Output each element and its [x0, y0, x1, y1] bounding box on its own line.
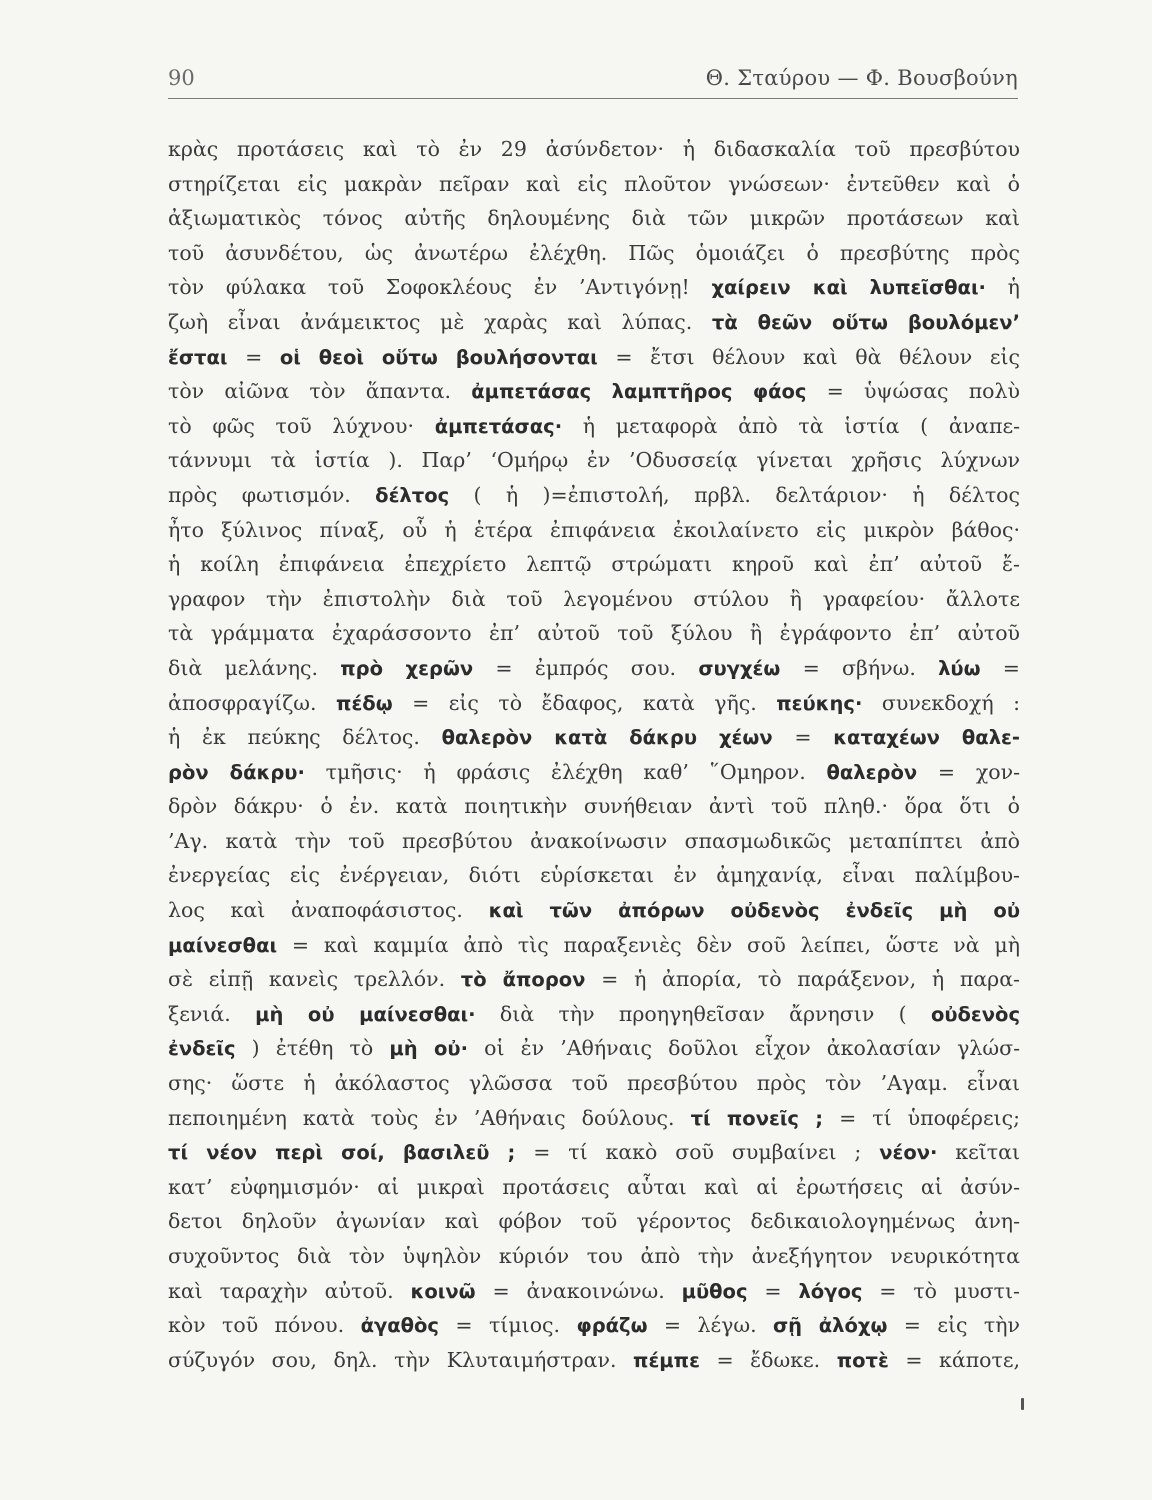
text-run: λος καὶ ἀναποφάσιστος.: [168, 898, 489, 923]
text-run: κεῖται: [937, 1140, 1020, 1165]
lemma-term: πέδῳ: [336, 691, 393, 715]
text-run: ’Αγ. κατὰ τὴν τοῦ πρεσβύτου ἀνακοίνωσιν σπασμωδικῶς μεταπίπτει ἀπὸ: [168, 828, 1020, 853]
lemma-term: λύω: [938, 656, 981, 680]
text-run: κατ’ εὐφημισμόν· αἱ μικραὶ προτάσεις αὗται καὶ αἱ ἐρωτήσεις αἱ ἀσύν-: [168, 1174, 1020, 1199]
text-run: = λέγω.: [647, 1313, 773, 1338]
text-line: [168, 305, 1020, 340]
text-run: = χον-: [917, 759, 1021, 784]
text-run: δρὸν δάκρυ· ὁ ἐν. κατὰ ποιητικὴν συνήθειαν ἀντὶ τοῦ πληθ.· ὅρα ὅτι ὁ: [168, 794, 1020, 819]
lemma-term: ἔσται: [168, 345, 228, 369]
text-run: =: [747, 1278, 799, 1303]
text-run: κὸν τοῦ πόνου.: [168, 1313, 361, 1338]
lemma-term: μὴ οὐ·: [389, 1037, 468, 1061]
text-line: [168, 1066, 1020, 1101]
text-run: = καὶ καμμία ἀπὸ τὶς παραξενιὲς δὲν σοῦ λείπει, ὥστε νὰ μὴ: [277, 932, 1020, 957]
page-number: 90: [168, 66, 195, 90]
lemma-term: θαλερὸν: [826, 760, 918, 784]
commentary-text: [168, 132, 1020, 1377]
lemma-term: νέον·: [879, 1141, 938, 1165]
text-run: ζωὴ εἶναι ἀνάμεικτος μὲ χαρὰς καὶ λύπας.: [168, 309, 712, 334]
text-run: = ἡ ἀπορία, τὸ παράξενον, ἡ παρα-: [585, 967, 1020, 992]
text-run: σύζυγόν σου, δηλ. τὴν Κλυταιμήστραν.: [168, 1347, 634, 1372]
text-run: συχοῦντος διὰ τὸν ὑψηλὸν κύριόν του ἀπὸ τὴν ἀνεξήγητον νευρικότητα: [168, 1244, 1020, 1268]
text-line: [168, 928, 1020, 963]
text-line: [168, 478, 1020, 513]
text-line: [168, 167, 1020, 202]
text-run: τὰ γράμματα ἐχαράσσοντο ἐπ’ αὐτοῦ τοῦ ξύλου ἢ ἐγράφοντο ἐπ’ αὐτοῦ: [168, 621, 1020, 646]
text-line: [168, 236, 1020, 271]
lemma-term: ἀγαθὸς: [360, 1314, 439, 1338]
text-line: [168, 374, 1020, 409]
lemma-term: χαίρειν καὶ λυπεῖσθαι·: [711, 276, 986, 300]
text-run: = ἐμπρός σου.: [473, 655, 699, 680]
text-run: διὰ τὴν προηγηθεῖσαν ἄρνησιν (: [475, 1001, 931, 1026]
text-run: = σβήνω.: [780, 655, 939, 680]
text-run: = τί ὑποφέρεις;: [823, 1105, 1020, 1130]
text-run: = ὑψώσας πολὺ: [806, 379, 1020, 404]
text-run: καὶ ταραχὴν αὐτοῦ.: [168, 1278, 411, 1303]
text-line: [168, 651, 1020, 686]
text-run: συνεκδοχή :: [862, 690, 1020, 715]
text-line: [168, 686, 1020, 721]
lemma-term: ἀμπετάσας λαμπτῆρος φάος: [471, 380, 807, 404]
text-line: [168, 1204, 1020, 1239]
lemma-term: τί νέον περὶ σοί, βασιλεῦ ;: [168, 1141, 516, 1165]
text-line: [168, 409, 1020, 444]
lemma-term: πέμπε: [633, 1348, 700, 1372]
lemma-term: ποτὲ: [836, 1348, 889, 1372]
lemma-term: σῇ ἀλόχῳ: [773, 1314, 888, 1338]
text-run: ξενιά.: [168, 1001, 256, 1026]
text-run: ἡ: [985, 275, 1020, 300]
text-line: [168, 616, 1020, 651]
text-run: τάννυμι τὰ ἱστία ). Παρ’ ‘Ομήρῳ ἐν ’Οδυσσείᾳ γίνεται χρῆσις λύχνων: [168, 448, 1020, 473]
text-run: σὲ εἰπῇ κανεὶς τρελλόν.: [168, 967, 461, 992]
text-run: ἡ μεταφορὰ ἀπὸ τὰ ἱστία ( ἀναπε-: [562, 413, 1020, 438]
text-run: ἡ κοίλη ἐπιφάνεια ἐπεχρίετο λεπτῷ στρώματι κηροῦ καὶ ἐπ’ αὐτοῦ ἔ-: [168, 552, 1020, 577]
lemma-term: μῦθος: [681, 1279, 748, 1303]
lemma-term: οὐδενὸς: [930, 1002, 1021, 1026]
text-run: ἦτο ξύλινος πίναξ, οὗ ἡ ἑτέρα ἐπιφάνεια ἐκοιλαίνετο εἰς μικρὸν βάθος·: [168, 517, 1020, 542]
text-run: =: [772, 725, 834, 750]
text-run: τοῦ ἀσυνδέτου, ὡς ἀνωτέρω ἐλέχθη. Πῶς ὁμοιάζει ὁ πρεσβύτης πρὸς: [168, 240, 1020, 265]
text-line: [168, 1274, 1020, 1309]
running-head: Θ. Σταύρου — Φ. Βουσβούνη: [705, 66, 1018, 90]
margin-mark: [1021, 1398, 1024, 1410]
lemma-term: τὸ ἄπορον: [460, 968, 586, 992]
text-line: [168, 201, 1020, 236]
text-run: κρὰς προτάσεις καὶ τὸ ἐν 29 ἀσύνδετον· ἡ διδασκαλία τοῦ πρεσβύτου: [168, 137, 1020, 161]
text-run: τμῆσις· ἡ φράσις ἐλέχθη καθ’ ῞Ομηρον.: [304, 759, 827, 784]
text-run: δετοι δηλοῦν ἀγωνίαν καὶ φόβον τοῦ γέροντος δεδικαιολογημένως ἀνη-: [168, 1209, 1020, 1234]
text-line: [168, 720, 1020, 755]
lemma-term: κοινῶ: [410, 1279, 476, 1303]
text-line: [168, 1170, 1020, 1205]
text-run: ἐνεργείας εἰς ἐνέργειαν, διότι εὑρίσκεται ἐν ἀμηχανίᾳ, εἶναι παλίμβου-: [168, 863, 1020, 888]
text-run: διὰ μελάνης.: [168, 655, 341, 680]
lemma-term: καταχέων θαλε-: [833, 726, 1020, 750]
text-run: ἡ ἐκ πεύκης δέλτος.: [168, 725, 442, 750]
text-run: τὸ φῶς τοῦ λύχνου·: [168, 413, 435, 438]
lemma-term: λόγος: [798, 1279, 863, 1303]
text-run: τὸν φύλακα τοῦ Σοφοκλέους ἐν ’Αντιγόνῃ!: [168, 275, 712, 300]
text-line: [168, 1308, 1020, 1343]
text-line: [168, 962, 1020, 997]
text-run: = ἀνακοινώνω.: [475, 1278, 682, 1303]
text-line: [168, 340, 1020, 375]
text-run: ἀξιωματικὸς τόνος αὐτῆς δηλουμένης διὰ τῶν μικρῶν προτάσεων καὶ: [168, 206, 1020, 231]
lemma-term: καὶ τῶν ἀπόρων οὐδενὸς ἐνδεῖς μὴ οὐ: [488, 899, 1020, 923]
text-run: = εἰς τὸ ἔδαφος, κατὰ γῆς.: [392, 690, 777, 715]
page-header: [168, 66, 1018, 96]
text-line: [168, 789, 1020, 824]
text-run: = τίμιος.: [439, 1313, 577, 1338]
text-run: πεποιημένη κατὰ τοὺς ἐν ’Αθήναις δούλους.: [168, 1105, 691, 1130]
text-run: = κάποτε,: [888, 1347, 1020, 1372]
text-line: [168, 443, 1020, 478]
text-run: πρὸς φωτισμόν.: [168, 482, 376, 507]
text-run: τὸν αἰῶνα τὸν ἅπαντα.: [168, 379, 472, 404]
text-line: [168, 755, 1020, 790]
text-line: [168, 1031, 1020, 1066]
text-run: = ἔτσι θέλουν καὶ θὰ θέλουν εἰς: [597, 344, 1020, 369]
text-line: [168, 997, 1020, 1032]
lemma-term: οἱ θεοὶ οὕτω βουλήσονται: [279, 345, 598, 369]
lemma-term: συγχέω: [698, 656, 781, 680]
text-run: = εἰς τὴν: [887, 1313, 1020, 1338]
text-run: ( ἡ )=ἐπιστολή, πρβλ. δελτάριον· ἡ δέλτος: [449, 482, 1020, 507]
text-line: [168, 1135, 1020, 1170]
lemma-term: θαλερὸν κατὰ δάκρυ χέων: [441, 726, 773, 750]
text-line: [168, 824, 1020, 859]
lemma-term: φράζω: [576, 1314, 648, 1338]
text-line: [168, 1343, 1020, 1378]
lemma-term: πρὸ χερῶν: [340, 656, 474, 680]
text-line: [168, 582, 1020, 617]
text-line: [168, 513, 1020, 548]
lemma-term: δέλτος: [375, 483, 450, 507]
text-run: =: [980, 655, 1020, 680]
text-run: οἱ ἐν ’Αθήναις δοῦλοι εἶχον ἀκολασίαν γλώσ-: [467, 1036, 1020, 1061]
text-run: ἀποσφραγίζω.: [168, 690, 337, 715]
lemma-term: τί πονεῖς ;: [690, 1106, 824, 1130]
text-run: = τί κακὸ σοῦ συμβαίνει ;: [515, 1140, 880, 1165]
text-run: σης· ὥστε ἡ ἀκόλαστος γλῶσσα τοῦ πρεσβύτου πρὸς τὸν ’Αγαμ. εἶναι: [168, 1071, 1020, 1096]
lemma-term: μὴ οὐ μαίνεσθαι·: [255, 1002, 476, 1026]
lemma-term: μαίνεσθαι: [168, 933, 278, 957]
lemma-term: πεύκης·: [776, 691, 863, 715]
text-line: [168, 1239, 1020, 1274]
text-line: [168, 1101, 1020, 1136]
lemma-term: ρὸν δάκρυ·: [168, 760, 305, 784]
text-run: γραφον τὴν ἐπιστολὴν διὰ τοῦ λεγομένου στύλου ἢ γραφείου· ἄλλοτε: [168, 586, 1020, 611]
text-line: [168, 547, 1020, 582]
text-run: ) ἐτέθη τὸ: [235, 1036, 390, 1061]
text-run: = τὸ μυστι-: [862, 1278, 1020, 1303]
text-run: =: [227, 344, 280, 369]
text-run: στηρίζεται εἰς μακρὰν πεῖραν καὶ εἰς πλοῦτον γνώσεων· ἐντεῦθεν καὶ ὁ: [168, 171, 1020, 196]
text-line: [168, 270, 1020, 305]
text-line: [168, 132, 1020, 167]
lemma-term: ἐνδεῖς: [168, 1037, 236, 1061]
lemma-term: τὰ θεῶν οὕτω βουλόμεν’: [711, 310, 1020, 334]
text-line: [168, 893, 1020, 928]
lemma-term: ἀμπετάσας·: [434, 414, 563, 438]
header-rule: [168, 98, 1018, 99]
text-run: = ἔδωκε.: [699, 1347, 837, 1372]
text-line: [168, 858, 1020, 893]
